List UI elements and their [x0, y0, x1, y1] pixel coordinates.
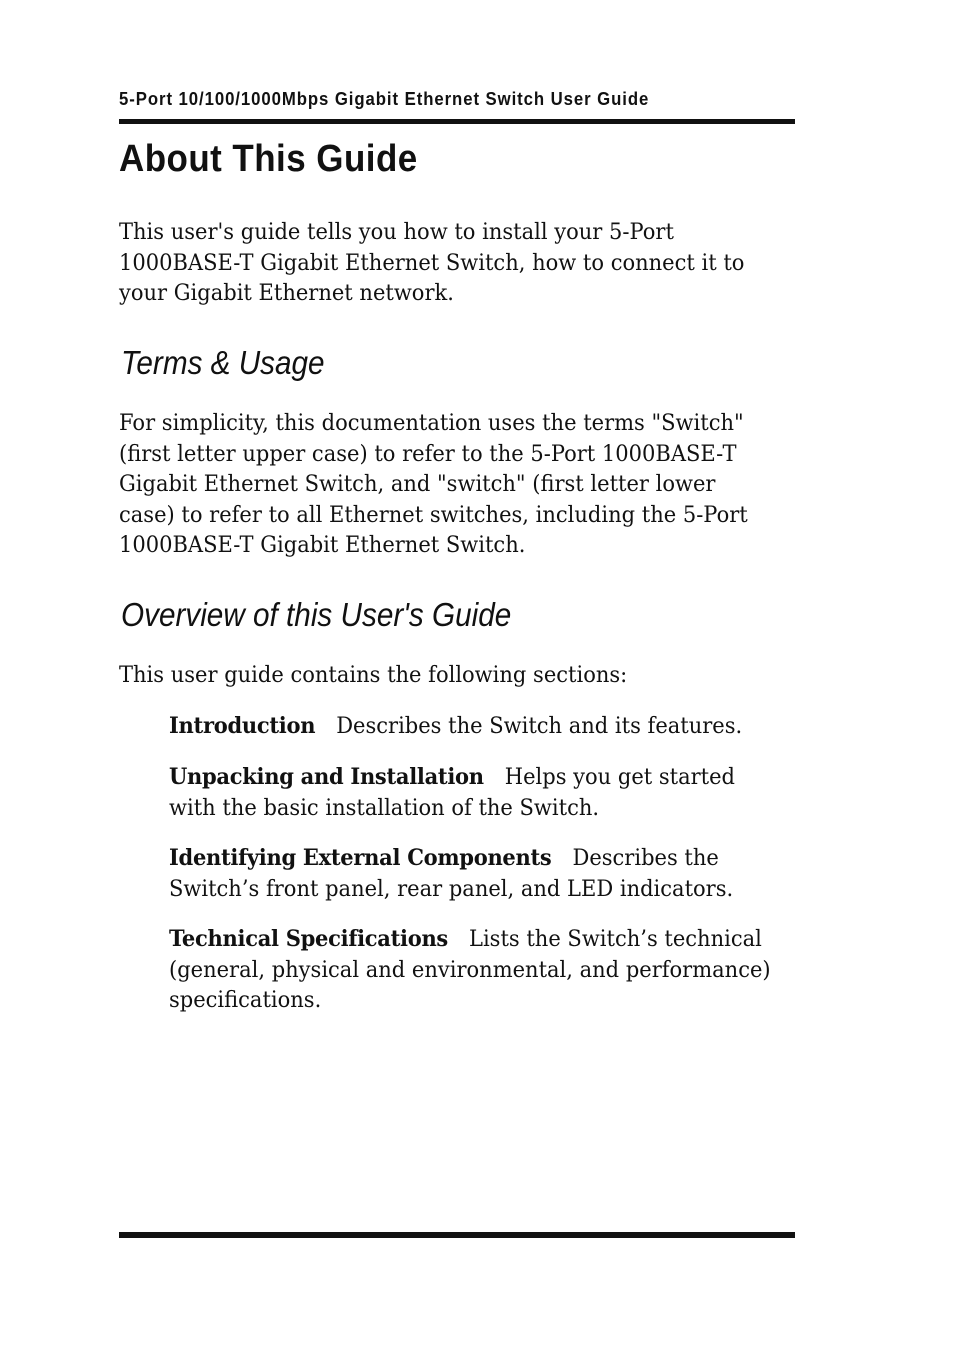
running-header: 5-Port 10/100/1000Mbps Gigabit Ethernet Switch User Guide [119, 89, 650, 109]
section-title: Technical Specifications [169, 926, 448, 952]
section-description: Describes the Switch and its features. [336, 714, 743, 739]
section-entry-specifications [169, 924, 771, 1017]
chapter-title: About This Guide [119, 138, 418, 180]
section-description: Describes the Switch’s front panel, rear panel, and LED indicators. [169, 846, 734, 902]
terms-heading: Terms & Usage [121, 344, 325, 381]
section-description: Helps you get started with the basic installation of the Switch. [169, 765, 736, 821]
overview-lead: This user guide contains the following sections: [119, 663, 628, 688]
section-description: Lists the Switch’s technical (general, physical and environmental, and performance) specifications. [169, 927, 771, 1013]
overview-heading: Overview of this User's Guide [121, 596, 512, 633]
section-title: Identifying External Components [169, 845, 552, 871]
header-rule [119, 119, 795, 124]
section-title: Introduction [169, 713, 316, 739]
section-entry-components [169, 843, 771, 905]
footer-rule [119, 1232, 795, 1238]
intro-paragraph: This user's guide tells you how to install your 5-Port 1000BASE-T Gigabit Ethernet Switch, how to connect it to your Gigabit Ethernet network. [119, 220, 745, 306]
section-entry-unpacking [169, 762, 771, 824]
section-title: Unpacking and Installation [169, 764, 484, 790]
section-entry-introduction [169, 711, 771, 743]
terms-paragraph: For simplicity, this documentation uses the terms "Switch" (first letter upper case) to refer to the 5-Port 1000BASE-T Gigabit Ethernet Switch, and "switch" (first letter lower case) to refer to all Ethernet switches, including the 5-Port 1000BASE-T Gigabit Ethernet Switch. [119, 411, 748, 558]
